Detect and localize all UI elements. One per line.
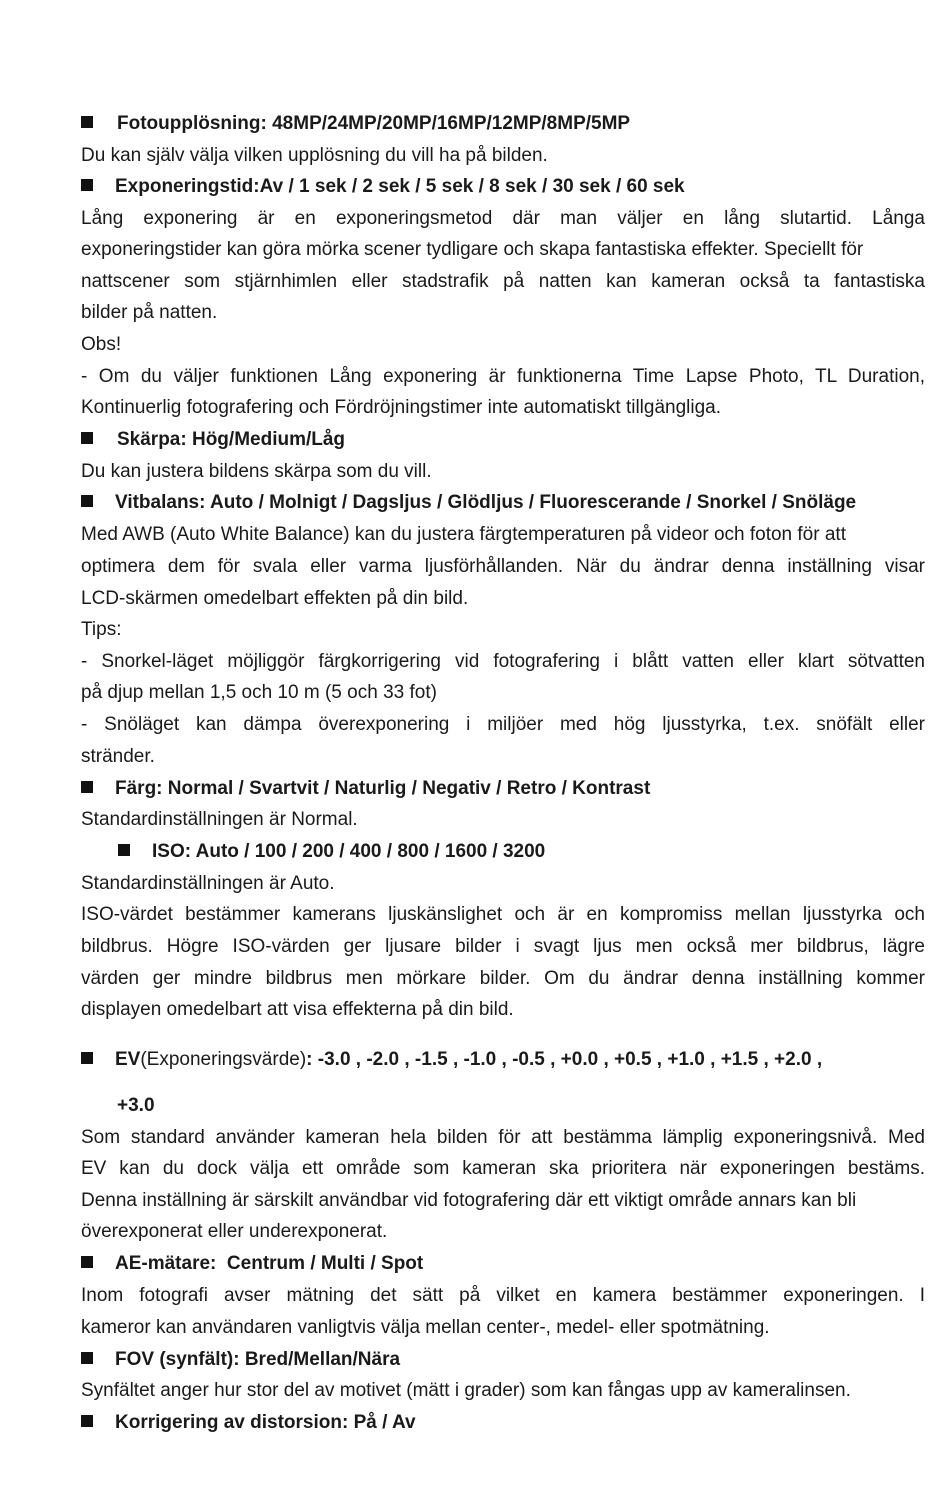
color-text: Standardinställningen är Normal. <box>81 809 358 830</box>
exposure-text: Lång exponering är en exponeringsmetod där man väljer en lång slutartid. Långa <box>81 208 925 229</box>
exposure-note-label: Obs! <box>81 334 122 355</box>
bullet-square-icon <box>81 781 93 793</box>
bullet-square-icon <box>118 844 130 856</box>
iso-text: ISO-värdet bestämmer kamerans ljuskänslighet och är en kompromiss mellan ljusstyrka och <box>81 904 925 925</box>
color-heading: Färg: Normal / Svartvit / Naturlig / Negativ / Retro / Kontrast <box>81 773 925 804</box>
iso-text: värden ger mindre bildbrus men mörkare bilder. Om du ändrar denna inställning kommer <box>81 968 925 989</box>
ev-text: överexponerat eller underexponerat. <box>81 1221 388 1242</box>
sharpness-text: Du kan justera bildens skärpa som du vill. <box>81 461 432 482</box>
iso-text: Standardinställningen är Auto. <box>81 873 335 894</box>
exposure-note: - Om du väljer funktionen Lång exponering är funktionerna Time Lapse Photo, TL Duration, <box>81 366 925 387</box>
white-balance-tip: på djup mellan 1,5 och 10 m (5 och 33 fot) <box>81 682 437 703</box>
bullet-square-icon <box>81 495 93 507</box>
ev-heading-continuation: +3.0 <box>117 1095 155 1116</box>
ae-meter-text: Inom fotografi avser mätning det sätt på vilket en kamera bestämmer exponeringen. I <box>81 1285 925 1306</box>
iso-text: displayen omedelbart att visa effekterna på din bild. <box>81 999 514 1020</box>
ae-meter-text: kameror kan användaren vanligtvis välja mellan center-, medel- eller spotmätning. <box>81 1317 770 1338</box>
bullet-square-icon <box>81 116 93 128</box>
sharpness-heading: Skärpa: Hög/Medium/Låg <box>81 424 925 455</box>
white-balance-tips-label: Tips: <box>81 619 122 640</box>
resolution-text: Du kan själv välja vilken upplösning du vill ha på bilden. <box>81 145 548 166</box>
bullet-square-icon <box>81 1415 93 1427</box>
white-balance-text: optimera dem för svala eller varma ljusförhållanden. När du ändrar denna inställning visar <box>81 556 925 577</box>
ae-meter-heading: AE-mätare: Centrum / Multi / Spot <box>81 1248 925 1279</box>
ev-heading: EV(Exponeringsvärde): -3.0 , -2.0 , -1.5 , -1.0 , -0.5 , +0.0 , +0.5 , +1.0 , +1.5 , +2.0 , <box>81 1044 925 1075</box>
bullet-square-icon <box>81 1052 93 1064</box>
ev-text: Denna inställning är särskilt användbar vid fotografering där ett viktigt område annars kan bli <box>81 1190 857 1211</box>
white-balance-tip: - Snöläget kan dämpa överexponering i miljöer med hög ljusstyrka, t.ex. snöfält eller <box>81 714 925 735</box>
exposure-text: exponeringstider kan göra mörka scener tydligare och skapa fantastiska effekter. Speciellt för <box>81 239 864 260</box>
white-balance-text: Med AWB (Auto White Balance) kan du justera färgtemperaturen på videor och foton för att <box>81 524 846 545</box>
exposure-heading: Exponeringstid:Av / 1 sek / 2 sek / 5 sek / 8 sek / 30 sek / 60 sek <box>81 171 925 202</box>
white-balance-tip: stränder. <box>81 746 155 767</box>
ev-text: Som standard använder kameran hela bilden för att bestämma lämplig exponeringsnivå. Med <box>81 1127 925 1148</box>
bullet-square-icon <box>81 179 93 191</box>
resolution-heading: Fotoupplösning: 48MP/24MP/20MP/16MP/12MP/8MP/5MP <box>81 108 925 139</box>
bullet-square-icon <box>81 432 93 444</box>
fov-heading: FOV (synfält): Bred/Mellan/Nära <box>81 1344 925 1375</box>
exposure-note: Kontinuerlig fotografering och Fördröjningstimer inte automatiskt tillgängliga. <box>81 397 722 418</box>
ev-text: EV kan du dock välja ett område som kameran ska prioritera när exponeringen bestäms. <box>81 1158 925 1179</box>
iso-text: bildbrus. Högre ISO-värden ger ljusare bilder i svagt ljus men också mer bildbrus, lägre <box>81 936 925 957</box>
bullet-square-icon <box>81 1256 93 1268</box>
distortion-heading: Korrigering av distorsion: På / Av <box>81 1407 925 1438</box>
white-balance-text: LCD-skärmen omedelbart effekten på din bild. <box>81 588 469 609</box>
exposure-text: nattscener som stjärnhimlen eller stadstrafik på natten kan kameran också ta fantastiska <box>81 271 925 292</box>
exposure-text: bilder på natten. <box>81 302 218 323</box>
white-balance-heading: Vitbalans: Auto / Molnigt / Dagsljus / Glödljus / Fluorescerande / Snorkel / Snöläge <box>81 487 925 518</box>
fov-text: Synfältet anger hur stor del av motivet (mätt i grader) som kan fångas upp av kameralinsen. <box>81 1380 851 1401</box>
bullet-square-icon <box>81 1352 93 1364</box>
iso-heading: ISO: Auto / 100 / 200 / 400 / 800 / 1600 / 3200 <box>118 836 925 867</box>
white-balance-tip: - Snorkel-läget möjliggör färgkorrigering vid fotografering i blått vatten eller klart sötvatten <box>81 651 925 672</box>
